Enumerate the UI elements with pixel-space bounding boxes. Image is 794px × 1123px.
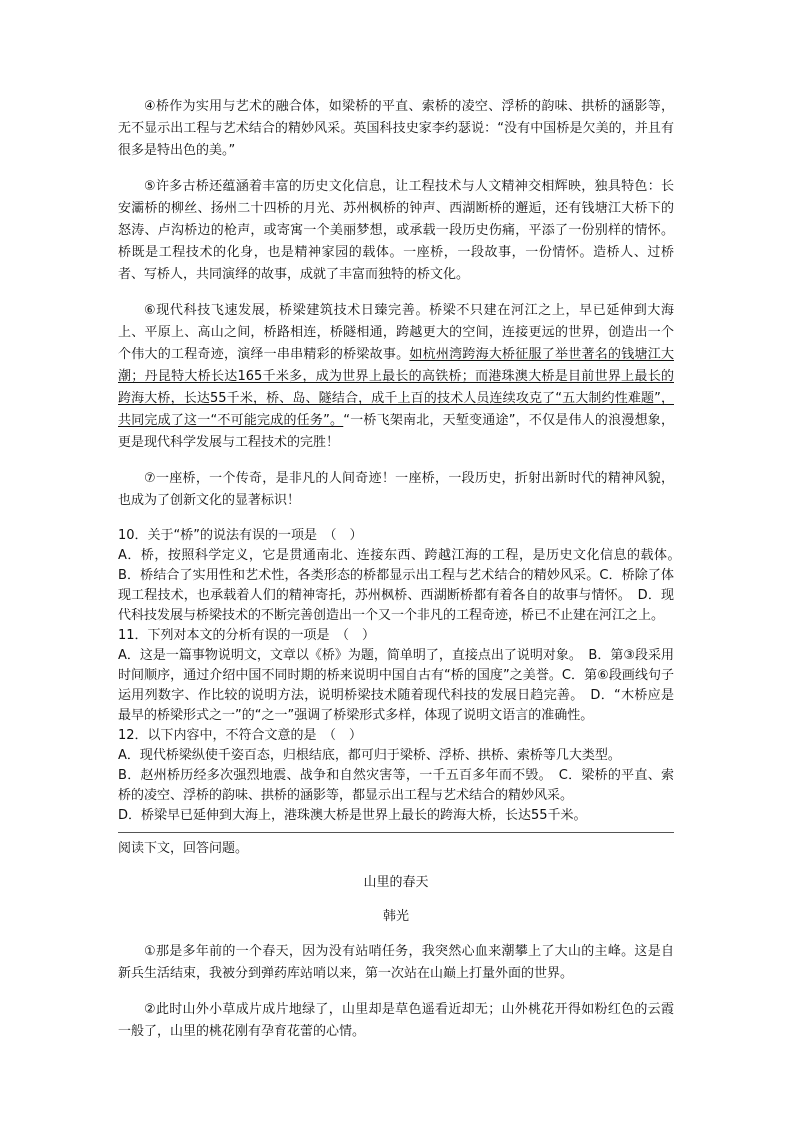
q11-option-a: A．这是一篇事物说明文，文章以《桥》为题，简单明了，直接点出了说明对象。 bbox=[118, 648, 576, 663]
paragraph-6-text-a: ⑥现代科技飞速发展，桥梁建筑技术日臻完善。桥梁不只建在河江之上，早已延伸到大海上、平原上、高山之间，桥路相连，桥隧相通，跨越更大的空间，连接更远的世界，创造出一个个伟大的工程奇迹，演绎一串串精彩的桥梁故事。 bbox=[118, 303, 674, 362]
article-author: 韩光 bbox=[382, 909, 409, 924]
question-10-stem: 10．关于“桥”的说法有误的一项是 （ ） bbox=[118, 528, 363, 543]
paragraph-6-text-b: “一桥飞架南北，天堑变通途”，不仅是伟人的浪漫想象，更是现代科学发展与工程技术的完胜！ bbox=[118, 413, 674, 450]
q12-option-b: B．赵州桥历经多次强烈地震、战争和自然灾害等，一千五百多年而不毁。 bbox=[118, 768, 546, 783]
question-11-options bbox=[118, 646, 674, 726]
q10-option-d: D．现代科技发展与桥梁技术的不断完善创造出一个又一个非凡的工程奇迹，桥已不止建在河江之上。 bbox=[118, 588, 674, 623]
question-10-options bbox=[118, 546, 674, 626]
q12-option-d: D．桥梁早已延伸到大海上，港珠澳大桥是世界上最长的跨海大桥，长达55千米。 bbox=[118, 808, 587, 823]
q12-option-c: C．梁桥的平直、索桥的凌空、浮桥的韵味、拱桥的涵影等，都显示出工程与艺术结合的精妙风采。 bbox=[118, 768, 674, 803]
passage-paragraph-6 bbox=[118, 300, 674, 454]
q11-option-c: C．第⑥段画线句子运用列数字、作比较的说明方法，说明桥梁技术随着现代科技的发展日趋完善。 bbox=[118, 668, 674, 703]
q11-option-d: D．“木桥应是最早的桥梁形式之一”的“之一”强调了桥梁形式多样，体现了说明文语言的准确性。 bbox=[118, 688, 674, 723]
question-12-options-bc bbox=[118, 766, 674, 806]
underlined-sentence: 如杭州湾跨海大桥征服了举世著名的钱塘江大潮；丹昆特大桥长达165千米多，成为世界上最长的高铁桥；而港珠澳大桥是目前世界上最长的跨海大桥，长达55千米，桥、岛、隧结合，成千上百的技术人员连续攻克了“五大制约性难题”，共同完成了这一“不可能完成的任务”。 bbox=[118, 347, 674, 428]
q10-option-b: B．桥结合了实用性和艺术性，各类形态的桥都显示出工程与艺术结合的精妙风采。 bbox=[118, 568, 600, 583]
q12-option-a: A．现代桥梁纵使千姿百态，归根结底，都可归于梁桥、浮桥、拱桥、索桥等几大类型。 bbox=[118, 748, 621, 763]
question-12-stem: 12．以下内容中，不符合文意的是 （ ） bbox=[118, 728, 363, 743]
q11-option-b: B．第③段采用时间顺序，通过介绍中国不同时期的桥来说明中国自古有“桥的国度”之美誉。 bbox=[118, 648, 674, 683]
reading-instruction: 阅读下文，回答问题。 bbox=[118, 841, 249, 856]
section-divider bbox=[118, 832, 674, 833]
passage-paragraph-7: ⑦一座桥，一个传奇，是非凡的人间奇迹！一座桥，一段历史，折射出新时代的精神风貌，也成为了创新文化的显著标识！ bbox=[118, 471, 674, 508]
article-paragraph-1: ①那是多年前的一个春天，因为没有站哨任务，我突然心血来潮攀上了大山的主峰。这是自新兵生活结束，我被分到弹药库站哨以来，第一次站在山巅上打量外面的世界。 bbox=[118, 944, 674, 981]
question-11-stem: 11．下列对本文的分析有误的一项是 （ ） bbox=[118, 628, 376, 643]
passage-paragraph-5: ⑤许多古桥还蕴涵着丰富的历史文化信息，让工程技术与人文精神交相辉映，独具特色：长安灞桥的柳丝、扬州二十四桥的月光、苏州枫桥的钟声、西湖断桥的邂逅，还有钱塘江大桥下的怒涛、卢沟桥边的枪声，或寄寓一个美丽梦想，或承载一段历史伤痛，平添了一份别样的情怀。桥既是工程技术的化身，也是精神家园的载体。一座桥，一段故事，一份情怀。造桥人、过桥者、写桥人，共同演绎的故事，成就了丰富而独特的桥文化。 bbox=[118, 179, 674, 282]
article-title: 山里的春天 bbox=[363, 875, 429, 890]
q10-option-a: A．桥，按照科学定义，它是贯通南北、连接东西、跨越江海的工程，是历史文化信息的载体。 bbox=[118, 548, 674, 563]
document-page bbox=[118, 96, 674, 1043]
q10-option-c: C．桥除了体现工程技术，也承载着人们的精神寄托，苏州枫桥、西湖断桥都有着各自的故事与情怀。 bbox=[118, 568, 675, 603]
passage-paragraph-4: ④桥作为实用与艺术的融合体，如梁桥的平直、索桥的凌空、浮桥的韵味、拱桥的涵影等，无不显示出工程与艺术结合的精妙风采。英国科技史家李约瑟说：“没有中国桥是欠美的，并且有很多是特出色的美。” bbox=[118, 99, 674, 158]
article-paragraph-2: ②此时山外小草成片成片地绿了，山里却是草色遥看近却无；山外桃花开得如粉红色的云霞一般了，山里的桃花刚有孕育花蕾的心情。 bbox=[118, 1002, 674, 1039]
